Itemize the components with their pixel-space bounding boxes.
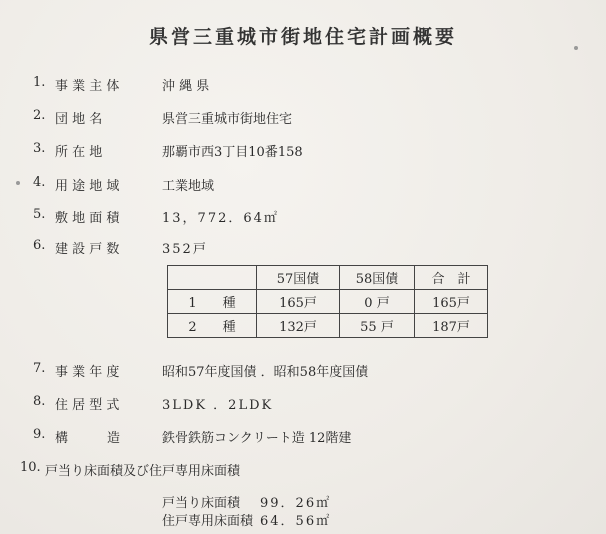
page-title: 県営三重城市街地住宅計画概要 xyxy=(148,26,457,48)
table-cell: 2 種 xyxy=(168,314,257,338)
item-label: 事 業 主 体 xyxy=(55,79,120,94)
item-number: 2. xyxy=(33,108,46,123)
item-value: 那覇市西3丁目10番158 xyxy=(162,145,303,160)
item-label: 敷 地 面 積 xyxy=(55,211,120,226)
paper-speck xyxy=(16,181,20,185)
item-value: 昭和57年度国債 ．昭和58年度国債 xyxy=(162,365,369,380)
item-number: 3. xyxy=(33,141,46,156)
table-cell: 0 戸 xyxy=(340,290,415,314)
item-number: 6. xyxy=(33,238,46,253)
area-row xyxy=(162,510,331,529)
item-label: 事 業 年 度 xyxy=(55,365,120,380)
item-number: 8. xyxy=(33,394,46,409)
item-label: 用 途 地 域 xyxy=(55,179,120,194)
area-row xyxy=(162,492,331,511)
item-number: 10. xyxy=(20,460,41,475)
item-label: 戸当り床面積及び住戸専用床面積 xyxy=(45,464,241,479)
item-label: 建 設 戸 数 xyxy=(55,242,120,257)
area-label: 戸当り床面積 xyxy=(162,496,241,511)
table-header-row xyxy=(168,266,488,290)
table-header-cell: 合 計 xyxy=(415,266,488,290)
item-value: 県営三重城市街地住宅 xyxy=(162,112,293,127)
item-label: 住 居 型 式 xyxy=(55,398,120,413)
item-value: 工業地域 xyxy=(162,179,215,194)
item-label: 所 在 地 xyxy=(55,145,103,160)
item-number: 1. xyxy=(33,75,46,90)
item-number: 4. xyxy=(33,175,46,190)
table-cell: 1 種 xyxy=(168,290,257,314)
item-number: 5. xyxy=(33,207,46,222)
units-table xyxy=(167,265,488,338)
item-value: 352戸 xyxy=(162,242,208,257)
table-header-cell xyxy=(168,266,257,290)
table-header-cell: 58国債 xyxy=(340,266,415,290)
table-cell: 165戸 xyxy=(257,290,340,314)
item-value: 鉄骨鉄筋コンクリート造 12階建 xyxy=(162,431,352,446)
area-label: 住戸専用床面積 xyxy=(162,514,254,529)
table-cell: 187戸 xyxy=(415,314,488,338)
area-value: 99．26㎡ xyxy=(260,496,332,511)
item-value: 3LDK ．2LDK xyxy=(162,398,274,413)
item-label: 構 造 xyxy=(55,431,121,446)
table-row xyxy=(168,314,488,338)
paper-speck xyxy=(574,46,578,50)
table-cell: 165戸 xyxy=(415,290,488,314)
item-value: 沖 縄 県 xyxy=(162,79,210,94)
table-cell: 55 戸 xyxy=(340,314,415,338)
item-number: 9. xyxy=(33,427,46,442)
table-header-cell: 57国債 xyxy=(257,266,340,290)
table-row xyxy=(168,290,488,314)
item-value: 13，772．64㎡ xyxy=(162,211,279,226)
item-number: 7. xyxy=(33,361,46,376)
item-label: 団 地 名 xyxy=(55,112,103,127)
area-value: 64．56㎡ xyxy=(260,514,332,529)
table-cell: 132戸 xyxy=(257,314,340,338)
